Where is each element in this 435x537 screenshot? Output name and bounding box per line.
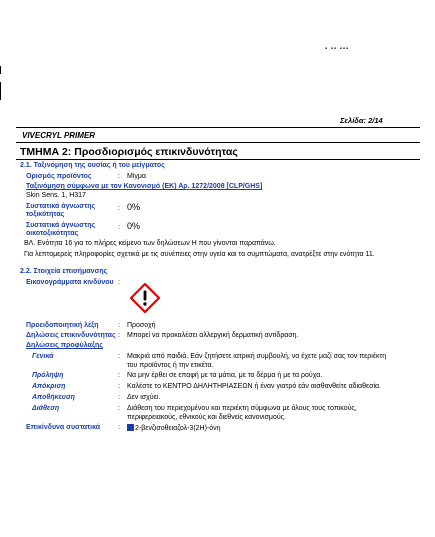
- ghs07-exclamation-mark-icon: [130, 283, 160, 313]
- response-value: Καλέστε το ΚΕΝΤΡΟ ΔΗΛΗΤΗΡΙΑΣΕΩΝ ή έναν γιατρό εάν αισθανθείτε αδιαθεσία.: [127, 383, 381, 390]
- crop-mark: [0, 66, 1, 74]
- colon: :: [118, 394, 120, 401]
- colon: :: [118, 405, 120, 412]
- product-definition-value: Μίγμα: [127, 173, 146, 180]
- hazardous-ingredients-label: Επικίνδυνα συστατικά: [26, 424, 101, 431]
- product-name: VIVECRYL PRIMER: [22, 131, 96, 140]
- chemical-icon: [127, 424, 134, 431]
- divider: [16, 142, 420, 143]
- hazard-statements-value: Μπορεί να προκαλέσει αλλεργική δερματική αντίδραση.: [127, 332, 299, 339]
- crop-mark: [0, 82, 1, 100]
- hazard-statements-label: Δηλώσεις επικινδυνότητας: [26, 332, 116, 339]
- general-value: Μακριά από παιδιά. Εάν ζητήσετε ιατρική συμβουλή, να έχετε μαζί σας τον περιέκτη του προϊόντος ή την ετικέτα.: [127, 353, 387, 369]
- unknown-ecotoxicity-value: 0%: [127, 221, 141, 231]
- signal-word-value: Προσοχή: [127, 322, 156, 329]
- colon: :: [118, 372, 120, 379]
- colon: :: [118, 383, 120, 390]
- response-label: Απόκριση: [32, 383, 66, 390]
- classification-text: Skin Sens. 1, H317: [26, 192, 86, 199]
- colon: :: [118, 173, 120, 180]
- colon: :: [118, 224, 120, 231]
- prevention-label: Πρόληψη: [32, 372, 64, 379]
- divider: [16, 159, 420, 160]
- unknown-toxicity-label: Συστατικά άγνωστης τοξικότητας: [26, 203, 96, 218]
- page-number: Σελίδα: 2/14: [340, 116, 383, 125]
- note-section-16: ΒΛ. Ενότητα 16 για το πλήρες κείμενο των δηλώσεων Η που γίνονται παραπάνω.: [24, 240, 276, 247]
- colon: :: [118, 279, 120, 286]
- divider: [16, 127, 420, 128]
- colon: :: [118, 322, 120, 329]
- subsection-heading-2-1: 2.1. Ταξινόμηση της ουσίας ή του μείγματος: [20, 162, 165, 169]
- precautionary-statements-heading: Δηλώσεις προφύλαξης: [26, 342, 103, 349]
- unknown-toxicity-value: 0%: [127, 202, 141, 212]
- colon: :: [118, 424, 120, 431]
- colon: :: [118, 332, 120, 339]
- storage-label: Αποθήκευση: [32, 394, 75, 401]
- general-label: Γενικά: [32, 353, 54, 360]
- colon: :: [118, 205, 120, 212]
- header-corner-marks: ▪ ▪▪ ▪▪▪: [325, 46, 350, 52]
- pictograms-label: Εικονογράμματα κινδύνου: [26, 279, 114, 286]
- note-section-11: Για λεπτομερείς πληροφορίες σχετικά με τις συνέπειες στην υγεία και τα συμπτώματα, ανατρέξτε στην ενότητα 11.: [24, 251, 375, 258]
- product-definition-label: Ορισμός προϊόντος: [26, 173, 92, 180]
- unknown-ecotoxicity-label: Συστατικά άγνωστης οικοτοξικότητας: [26, 222, 96, 237]
- disposal-label: Διάθεση: [32, 405, 60, 412]
- section-title: ΤΜΗΜΑ 2: Προσδιορισμός επικινδυνότητας: [20, 146, 238, 158]
- signal-word-label: Προειδοποιητική λέξη: [26, 322, 99, 329]
- disposal-value: Διάθεση του περιεχομένου και περιέκτη σύμφωνα με όλους τους τοπικούς, περιφερειακούς, εθνικούς και διεθνείς κανονισμούς.: [127, 405, 357, 421]
- prevention-value: Να μην έρθει σε επαφή με τα μάτια, με το δέρμα ή με τα ρούχα.: [127, 372, 323, 379]
- regulation-link[interactable]: Ταξινόμηση σύμφωνα με τον Κανονισμό (ΕΚ) Αρ. 1272/2008 [CLP/GHS]: [26, 183, 263, 190]
- hazardous-ingredients-value: 2-βενζισοθειαζολ-3(2Η)-όνη: [127, 424, 221, 434]
- colon: :: [118, 353, 120, 360]
- subsection-heading-2-2: 2.2. Στοιχεία επισήμανσης: [20, 268, 108, 275]
- storage-value: Δεν ισχύει.: [127, 394, 161, 401]
